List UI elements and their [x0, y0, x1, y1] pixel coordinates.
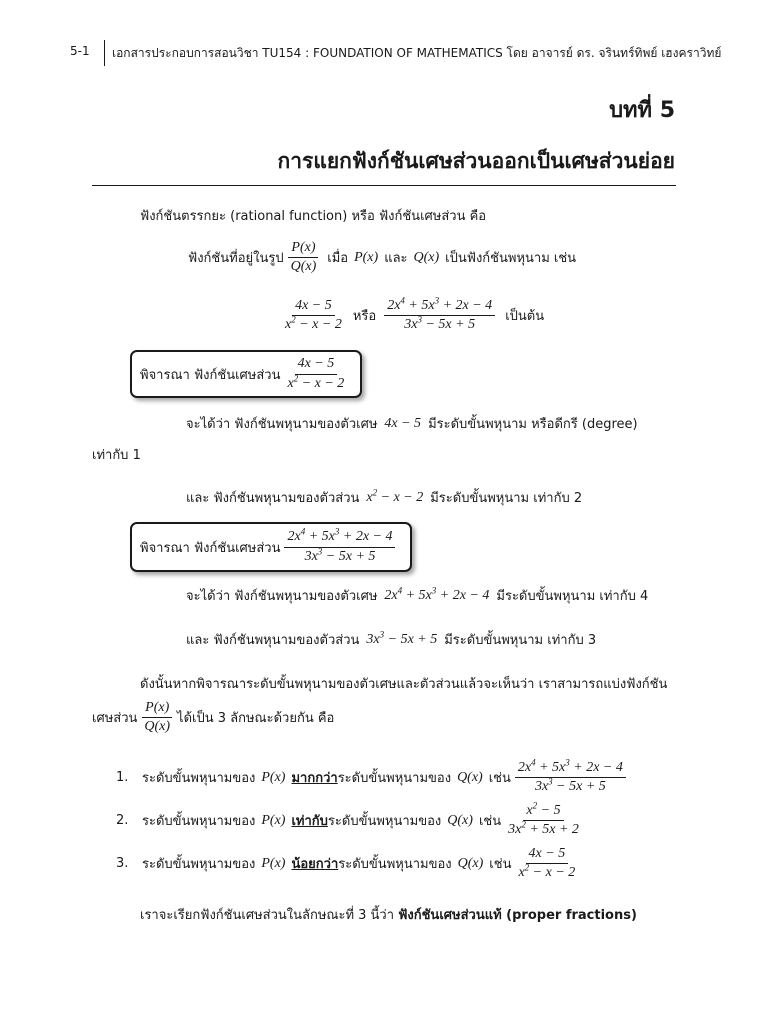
example-fraction [515, 846, 578, 881]
definition-intro: ฟังก์ชันตรรกยะ (rational function) หรือ ฟังก์ชันเศษส่วน คือ [140, 209, 487, 224]
proper-fractions-term: ฟังก์ชันเศษส่วนแท้ (proper fractions) [398, 908, 637, 923]
example-fraction [505, 800, 582, 838]
example-fraction-1 [282, 298, 345, 333]
p-symbol: P(x) [354, 249, 379, 265]
conclusion: เราจะเรียกฟังก์ชันเศษส่วนในลักษณะที่ 3 นี้ว่า ฟังก์ชันเศษส่วนแท้ (proper fractions) [140, 908, 637, 923]
numerator-degree-line-2: จะได้ว่า ฟังก์ชันพหุนามของตัวเศษ $2x^4 + 5x^3 + 2x - 4$ มีระดับขั้นพหุนาม เท่ากับ 4 [186, 584, 649, 604]
list-item: 1. ระดับขั้นพหุนามของ P(x) มากกว่า ระดับขั้นพหุนามของ Q(x) เช่น $\frac{2x^4 + 5x^3 + 2x - 4}{3x^3 - 5x + 5}$ [116, 760, 630, 795]
classification-intro-2: เศษส่วน $\frac{P(x)}{Q(x)}$ ได้เป็น 3 ลักษณะด้วยกัน คือ [92, 700, 335, 735]
or-word: หรือ [352, 309, 377, 325]
list-number: 1. [116, 770, 129, 786]
fraction-numerator: 4x − 5 [526, 846, 569, 864]
header-divider [104, 40, 105, 66]
fraction-denominator: $3x^3 - 5x + 5$ [534, 776, 606, 795]
page-title: การแยกฟังก์ชันเศษส่วนออกเป็นเศษส่วนย่อย [277, 149, 675, 173]
list-item: 3. ระดับขั้นพหุนามของ P(x) น้อยกว่า ระดับขั้นพหุนามของ Q(x) เช่น $\frac{4x - 5}{x^2 - x - 2}$ [116, 846, 582, 881]
fraction-denominator: $3x^2 + 5x + 2$ [508, 819, 579, 838]
fraction-denominator: $x^2 - x - 2$ [285, 314, 342, 333]
comparison-keyword: มากกว่า [291, 771, 338, 787]
list-item: 2. ระดับขั้นพหุนามของ P(x) เท่ากับ ระดับขั้นพหุนามของ Q(x) เช่น $\frac{x^2 - 5}{3x^2 + 5x + 2}$ [116, 803, 586, 838]
fraction-numerator: $2x^4 + 5x^3 + 2x - 4$ [384, 298, 495, 316]
fraction-numerator: $2x^4 + 5x^3 + 2x - 4$ [284, 529, 395, 547]
comparison-keyword: เท่ากับ [291, 814, 328, 830]
consider-box-1 [130, 350, 362, 398]
fraction-numerator: 4x − 5 [295, 356, 338, 374]
fraction-numerator: $2x^4 + 5x^3 + 2x - 4$ [515, 760, 626, 778]
comparison-keyword: น้อยกว่า [291, 857, 339, 873]
chapter-label: บทที่ 5 [609, 98, 675, 123]
running-header: เอกสารประกอบการสอนวิชา TU154 : FOUNDATION OF MATHEMATICS โดย อาจารย์ ดร. จรินทร์ทิพย์ เฮงคราวิทย์ [112, 46, 722, 60]
fraction-numerator: P(x) [142, 700, 172, 718]
etc-word: เป็นต้น [505, 309, 545, 325]
consider-box-2 [130, 522, 412, 572]
title-rule [92, 185, 676, 186]
denominator-degree-line-2: และ ฟังก์ชันพหุนามของตัวส่วน $3x^3 - 5x + 5$ มีระดับขั้นพหุนาม เท่ากับ 3 [186, 628, 597, 648]
pq-fraction [288, 240, 320, 275]
box-fraction [284, 526, 395, 564]
list-number: 2. [116, 813, 129, 829]
when-word: เมื่อ [327, 251, 349, 267]
box-fraction [284, 356, 347, 391]
form-prefix: ฟังก์ชันที่อยู่ในรูป [188, 251, 284, 267]
page-number: 5-1 [70, 44, 90, 58]
example-fraction-2 [384, 295, 495, 333]
and-word: และ [384, 251, 408, 267]
fraction-denominator: $x^2 - x - 2$ [518, 862, 576, 881]
numerator-expression: $2x^4 + 5x^3 + 2x - 4$ [384, 584, 490, 603]
consider-label: พิจารณา ฟังก์ชันเศษส่วน [140, 367, 281, 383]
consider-label: พิจารณา ฟังก์ชันเศษส่วน [140, 540, 281, 556]
fraction-denominator: $x^2 - x - 2$ [287, 372, 345, 391]
definition-examples [278, 295, 545, 333]
degree-continuation: เท่ากับ 1 [92, 448, 141, 463]
fraction-denominator: Q(x) [290, 259, 317, 275]
fraction-numerator: 4x − 5 [292, 298, 335, 316]
fraction-numerator: P(x) [288, 240, 318, 258]
q-symbol: Q(x) [413, 249, 440, 265]
denominator-expression: $x^2 - x - 2$ [366, 486, 424, 505]
example-fraction [515, 757, 626, 795]
classification-intro: ดังนั้นหากพิจารณาระดับขั้นพหุนามของตัวเศษและตัวส่วนแล้วจะเห็นว่า เราสามารถแบ่งฟังก์ชัน [140, 677, 668, 692]
definition-form [188, 240, 576, 275]
denominator-expression: $3x^3 - 5x + 5$ [366, 628, 438, 647]
fraction-denominator: Q(x) [144, 719, 171, 735]
fraction-numerator: $x^2 - 5$ [523, 803, 563, 821]
list-number: 3. [116, 856, 129, 872]
pq-fraction [141, 700, 173, 735]
fraction-denominator: $3x^3 - 5x + 5$ [304, 545, 376, 564]
numerator-degree-line: จะได้ว่า ฟังก์ชันพหุนามของตัวเศษ 4x − 5 มีระดับขั้นพหุนาม หรือดีกรี (degree) [186, 415, 638, 432]
denominator-degree-line: และ ฟังก์ชันพหุนามของตัวส่วน $x^2 - x - 2$ มีระดับขั้นพหุนาม เท่ากับ 2 [186, 486, 583, 506]
fraction-denominator: $3x^3 - 5x + 5$ [404, 314, 476, 333]
form-suffix: เป็นฟังก์ชันพหุนาม เช่น [445, 251, 577, 267]
numerator-expression: 4x − 5 [384, 415, 422, 431]
